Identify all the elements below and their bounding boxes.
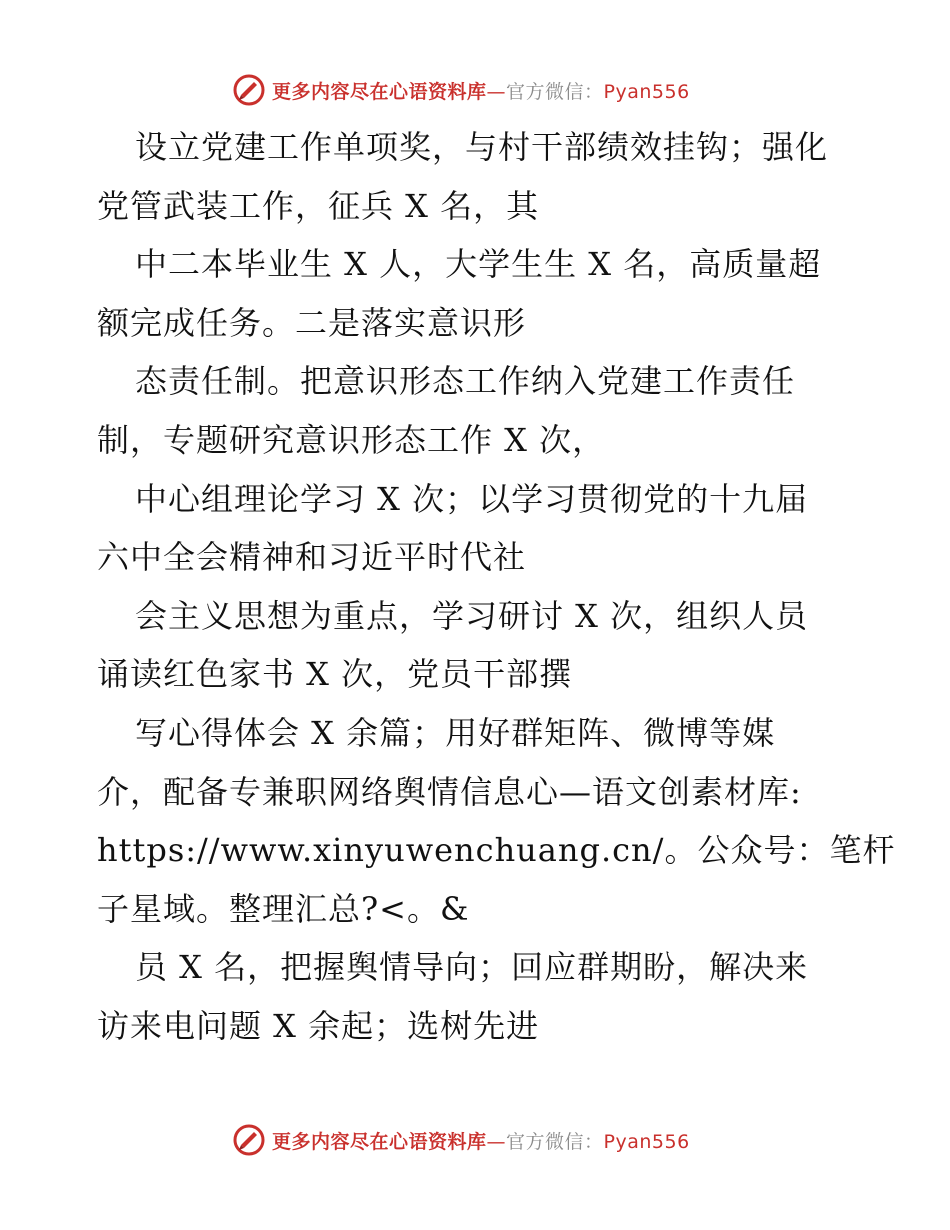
text-line: 态责任制。把意识形态工作纳入党建工作责任 (135, 362, 796, 401)
banner-text (272, 1127, 690, 1154)
text-line: 中二本毕业生 X 人，大学生生 X 名，高质量超 (135, 245, 822, 284)
logo-icon (232, 73, 266, 107)
logo-icon (232, 1123, 266, 1157)
banner-dash: — (486, 1130, 507, 1153)
text-line: 党管武装工作，征兵 X 名，其 (97, 186, 540, 225)
text-line: 制，专题研究意识形态工作 X 次， (97, 420, 606, 459)
banner-dash: — (486, 80, 507, 103)
banner-text (272, 77, 690, 104)
text-line: 诵读红色家书 X 次，党员干部撰 (97, 655, 573, 694)
text-line: 写心得体会 X 余篇；用好群矩阵、微博等媒 (135, 713, 776, 752)
banner-wechat-id: Pyan556 (603, 80, 690, 103)
footer-banner (232, 1120, 712, 1160)
text-line: 员 X 名，把握舆情导向；回应群期盼，解决来 (135, 948, 809, 987)
text-line: 设立党建工作单项奖，与村干部绩效挂钩；强化 (135, 128, 829, 166)
banner-official: 官方微信： (506, 1130, 604, 1153)
text-line: 六中全会精神和习近平时代社 (97, 538, 527, 577)
header-banner (232, 70, 712, 110)
banner-main: 更多内容尽在心语资料库 (272, 1130, 487, 1153)
banner-official: 官方微信： (506, 80, 604, 103)
text-line: 额完成任务。二是落实意识形 (97, 303, 527, 342)
text-line: 访来电问题 X 余起；选树先进 (97, 1006, 540, 1045)
text-line: https://www.xinyuwenchuang.cn/。公众号：笔杆 (97, 831, 896, 870)
document-body (97, 118, 896, 1056)
text-line: 会主义思想为重点，学习研讨 X 次，组织人员 (135, 596, 809, 635)
banner-wechat-id: Pyan556 (603, 1130, 690, 1153)
text-line: 子星域。整理汇总?<。& (97, 889, 470, 928)
banner-main: 更多内容尽在心语资料库 (272, 80, 487, 103)
text-line: 中心组理论学习 X 次；以学习贯彻党的十九届 (135, 479, 809, 518)
text-line: 介，配备专兼职网络舆情信息心—语文创素材库: (97, 772, 802, 811)
